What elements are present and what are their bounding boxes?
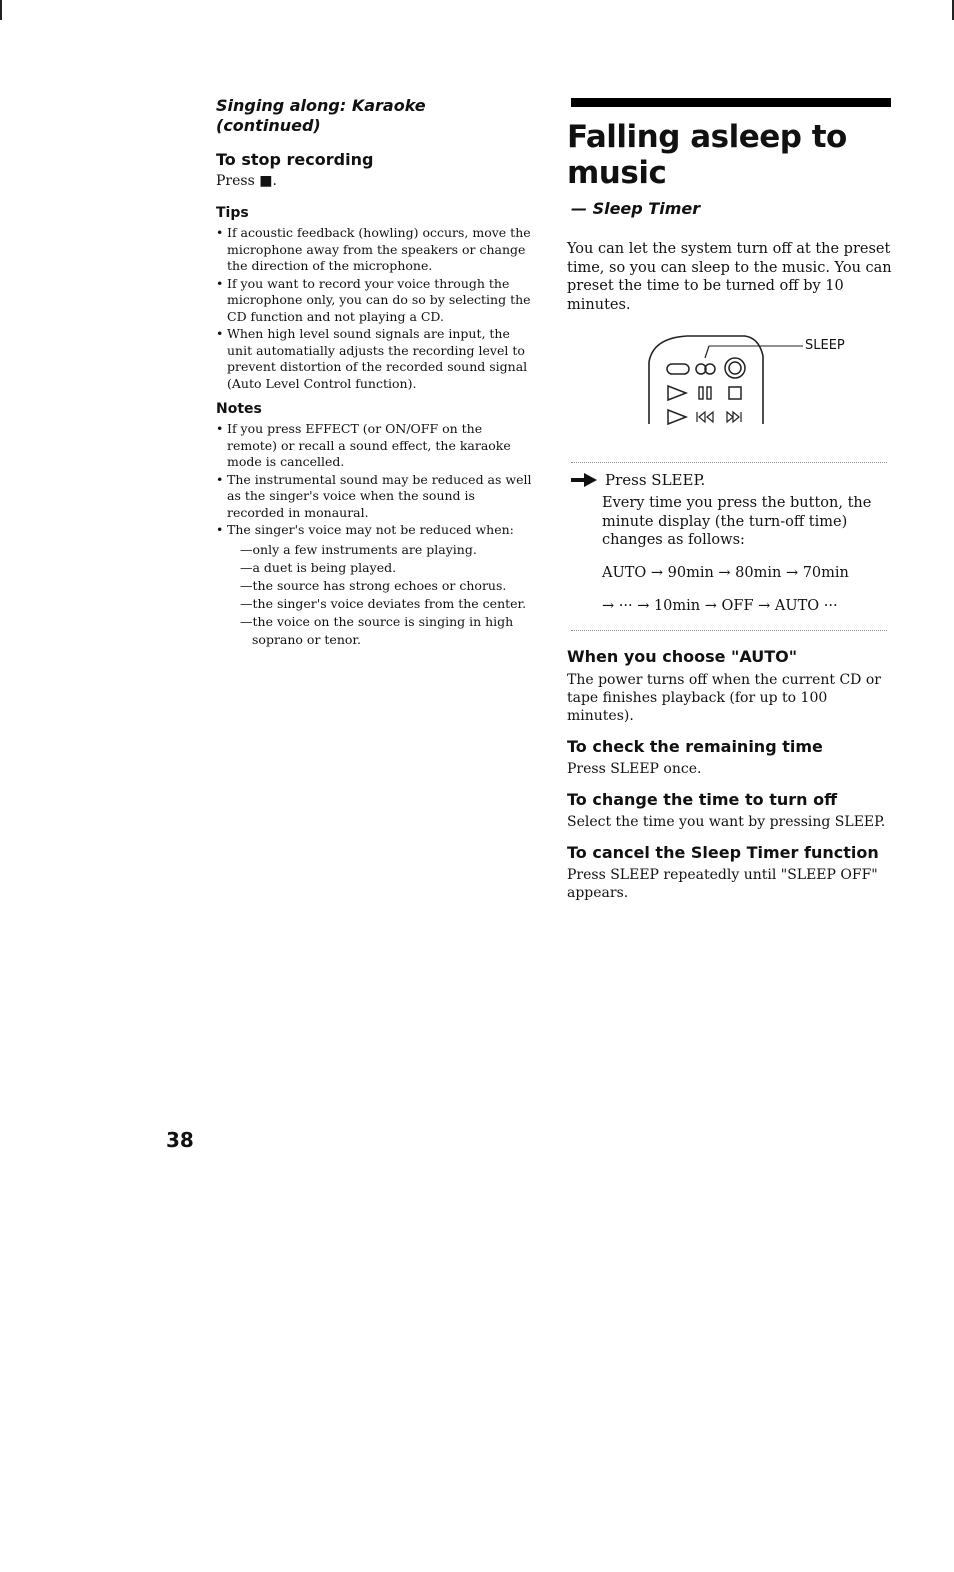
tip-item: • If you want to record your voice through the microphone only, you can do so by selecting the CD function and not playing a CD. [216,276,536,326]
note-subitem: —only a few instruments are playing. [240,541,477,557]
cancel-heading: To cancel the Sleep Timer function [567,843,879,862]
step-detail: Every time you press the button, the minute display (the turn-off time) changes as follows: [602,495,872,548]
note-subitem: —the voice on the source is singing in high soprano or tenor. [240,613,514,647]
section-header-line1: Singing along: Karaoke [216,96,426,115]
right-column [567,98,892,902]
divider-bottom [571,630,887,631]
tip-item: • When high level sound signals are input, the unit automatially adjusts the recording level to prevent distortion of the recorded sound signal (Auto Level Control function). [216,326,536,392]
stop-recording-text: Press ■. [216,173,277,189]
arrow-right-icon [571,473,597,487]
change-text: Select the time you want by pressing SLEEP. [567,814,886,830]
page-title-line1: Falling asleep to [567,119,847,155]
cancel-text: Press SLEEP repeatedly until "SLEEP OFF" appears. [567,867,878,901]
sleep-label: SLEEP [805,338,845,353]
intro-text: You can let the system turn off at the preset time, so you can sleep to the music. You can preset the time to be turned off by 10 minutes. [567,241,892,313]
note-item: • If you press EFFECT (or ON/OFF on the remote) or recall a sound effect, the karaoke mode is cancelled. [216,421,536,471]
sleep-sequence-line2: → ··· → 10min → OFF → AUTO ··· [602,598,838,614]
notes-list [216,421,536,539]
step-press-sleep [567,471,892,490]
change-heading: To change the time to turn off [567,790,838,809]
divider-top [571,462,887,463]
page-title-line2: music [567,155,667,191]
page-edge-mark-left [0,0,2,20]
note-subitem: —the source has strong echoes or chorus. [240,577,507,593]
notes-heading: Notes [216,401,262,417]
note-item: • The instrumental sound may be reduced as well as the singer's voice when the sound is recorded in monaural. [216,472,536,522]
section-header-line2: (continued) [216,116,321,135]
stop-recording-heading: To stop recording [216,150,374,169]
title-rule [571,98,891,107]
step-text: Press SLEEP. [605,471,706,489]
note-item: • The singer's voice may not be reduced when: [216,522,536,539]
tips-list [216,225,536,392]
sleep-sequence-line1: AUTO → 90min → 80min → 70min [602,565,849,581]
note-subitem: —a duet is being played. [240,559,397,575]
tips-heading: Tips [216,205,249,221]
tip-item: • If acoustic feedback (howling) occurs, move the microphone away from the speakers or change the direction of the microphone. [216,225,536,275]
check-text: Press SLEEP once. [567,761,702,777]
left-column [216,96,536,649]
section-header [216,96,536,136]
page-number: 38 [166,1128,194,1152]
auto-heading: When you choose "AUTO" [567,647,798,666]
note-subitems [216,541,536,649]
page-title [567,119,892,191]
note-subitem: —the singer's voice deviates from the center. [240,595,527,611]
check-heading: To check the remaining time [567,737,823,756]
page-subtitle: — Sleep Timer [571,199,701,218]
remote-illustration [567,332,887,444]
auto-text: The power turns off when the current CD or tape finishes playback (for up to 100 minutes). [567,672,881,724]
